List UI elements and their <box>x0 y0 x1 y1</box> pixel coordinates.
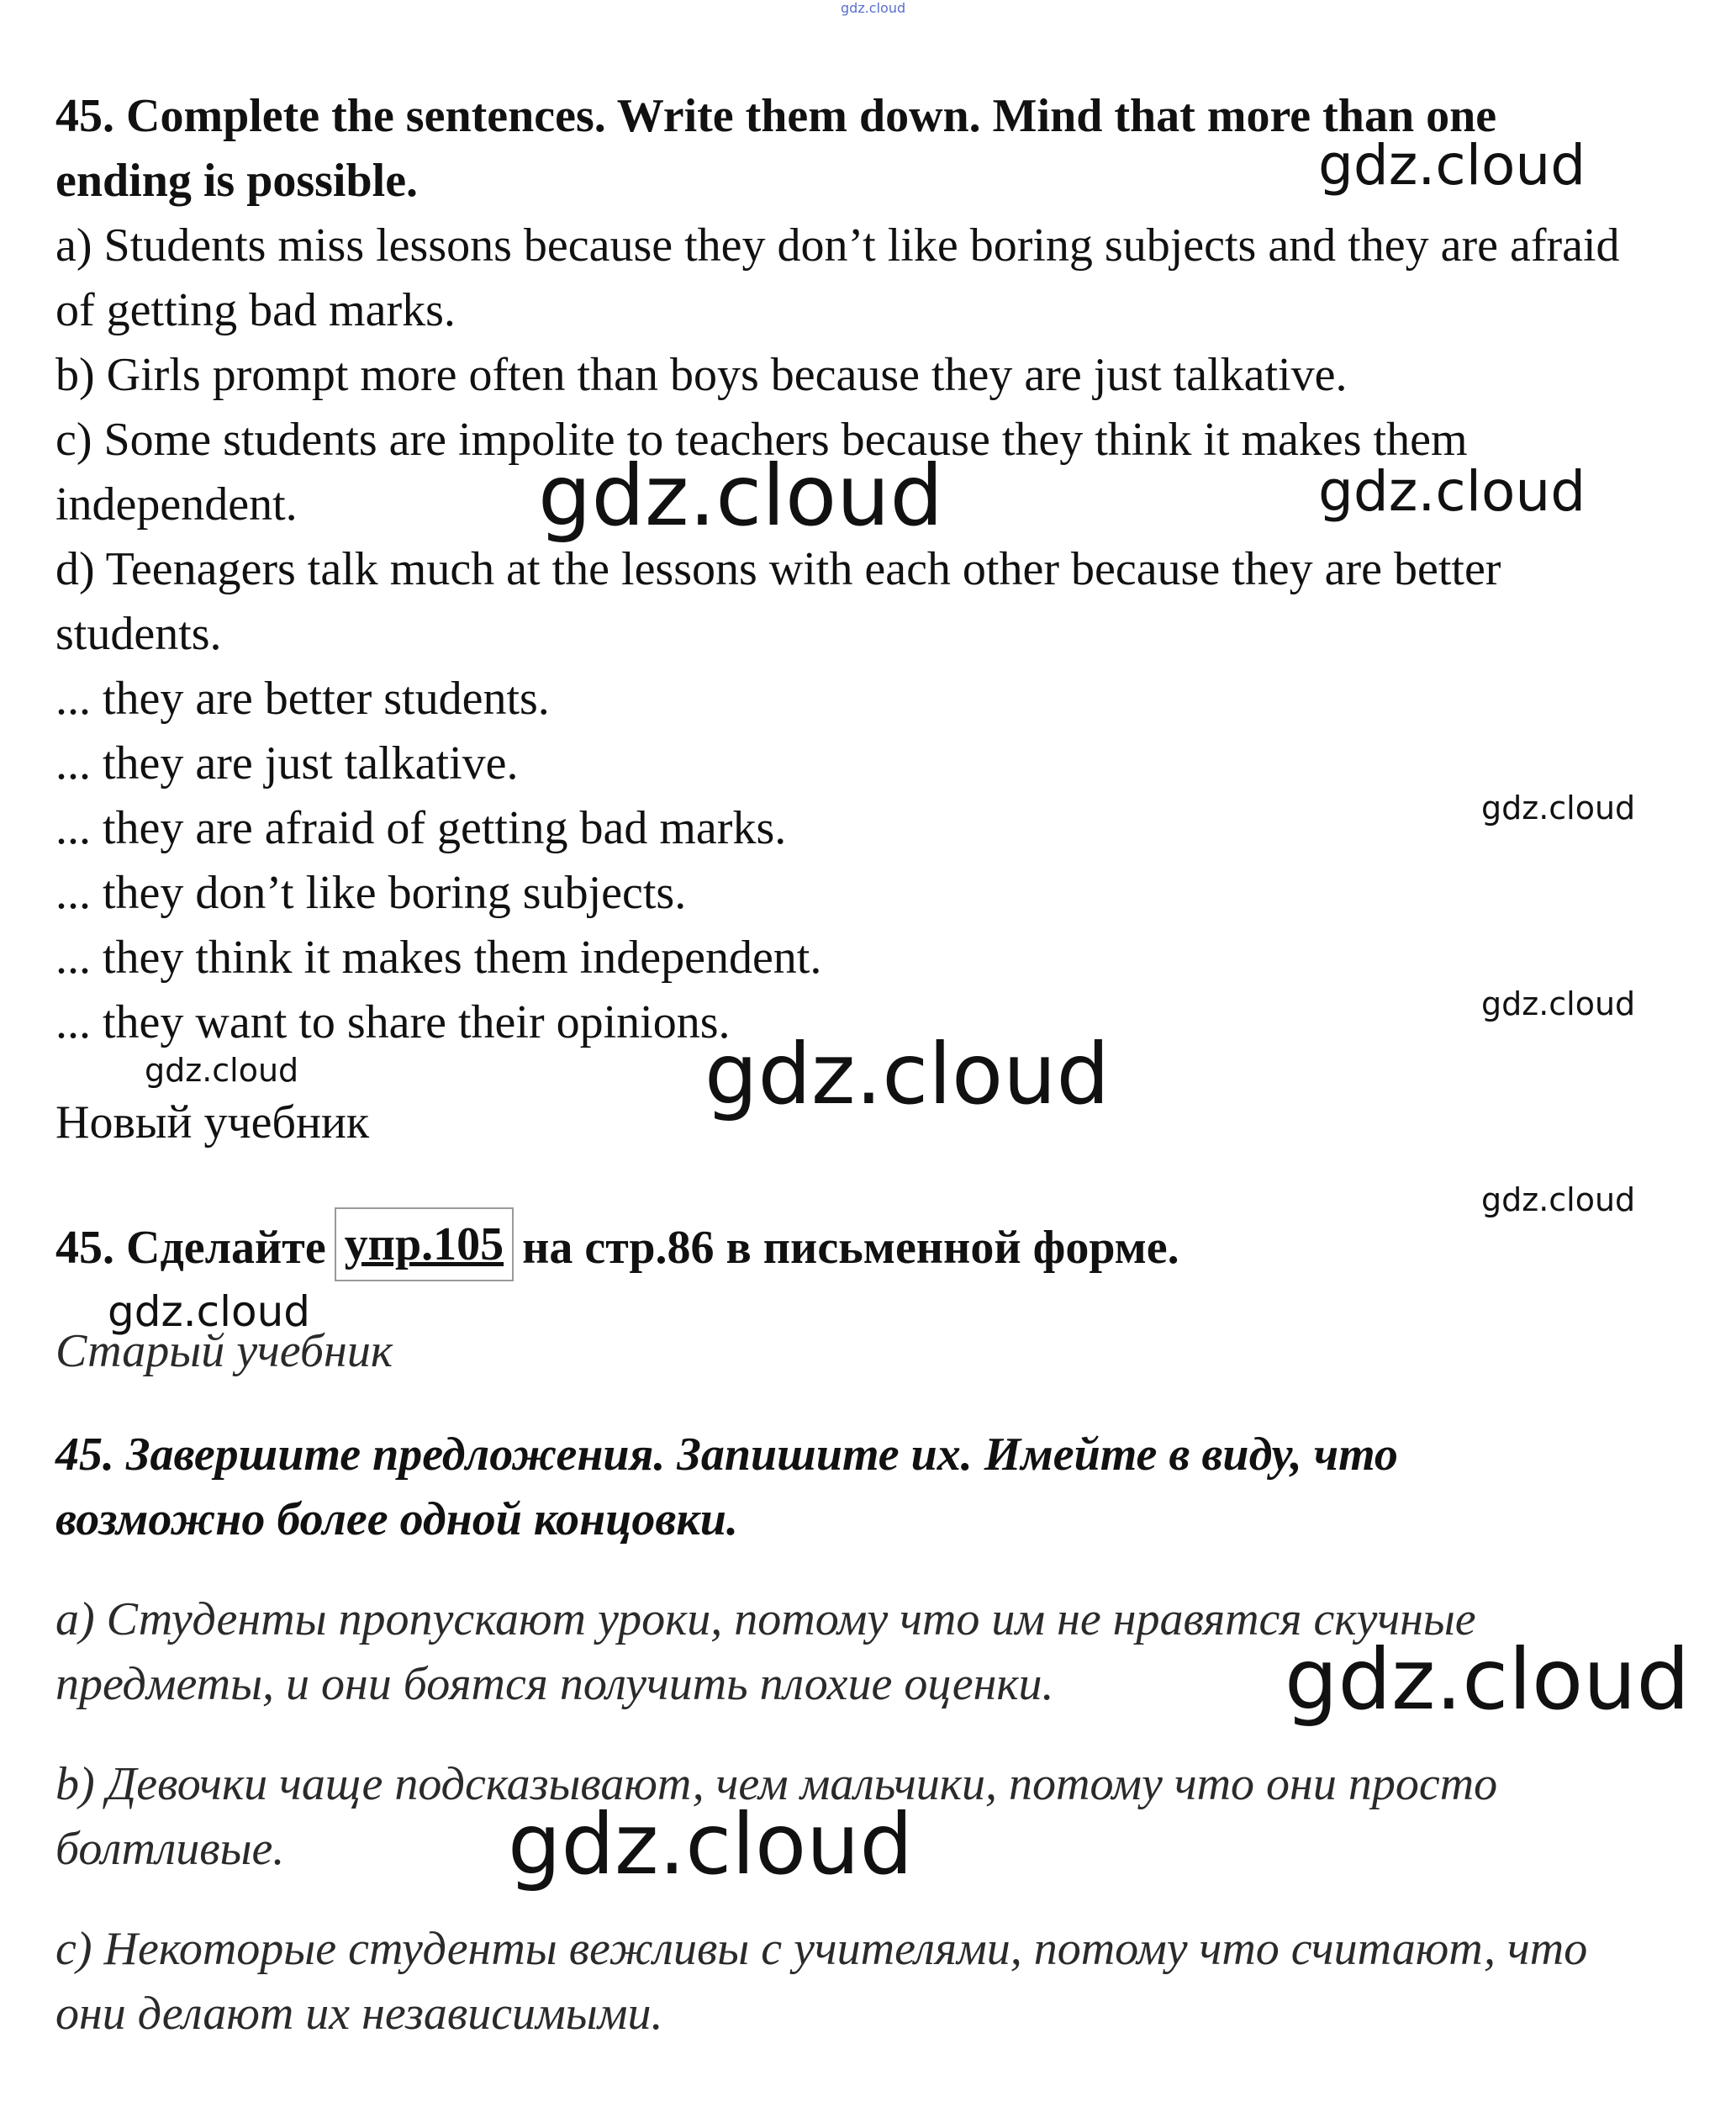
watermark-small: gdz.cloud <box>145 1052 299 1089</box>
sentence-line-ru: предметы, и они боятся получить плохие оценки. <box>55 1658 1054 1710</box>
sentence-line-ru: они делают их независимыми. <box>55 1988 663 2040</box>
watermark-large: gdz.cloud <box>508 1795 914 1893</box>
watermark-small: gdz.cloud <box>1481 790 1636 826</box>
ending-item: ... they are just talkative. <box>55 737 519 790</box>
ending-item: ... they want to share their opinions. <box>55 996 731 1048</box>
ending-item: ... they are better students. <box>55 673 550 725</box>
sentence-line-ru: болтливые. <box>55 1823 285 1875</box>
sentence-line-ru: а) Студенты пропускают уроки, потому что им не нравятся скучные <box>55 1593 1476 1645</box>
sentence-line: a) Students miss lessons because they don’t like boring subjects and they are afraid <box>55 219 1620 272</box>
exercise-link[interactable]: упр.105 <box>335 1207 514 1281</box>
ending-item: ... they think it makes them independent. <box>55 932 822 984</box>
watermark-tiny: gdz.cloud <box>841 0 906 16</box>
section-label-old: Старый учебник <box>55 1325 393 1377</box>
sentence-line-ru: b) Девочки чаще подсказывают, чем мальчики, потому что они просто <box>55 1758 1498 1810</box>
ending-item: ... they don’t like boring subjects. <box>55 867 687 919</box>
task-title-ru: возможно более одной концовки. <box>55 1493 738 1545</box>
new-task <box>55 1211 1179 1285</box>
sentence-line: d) Teenagers talk much at the lessons with each other because they are better <box>55 543 1501 595</box>
task-title: ending is possible. <box>55 155 419 207</box>
watermark: gdz.cloud <box>1318 133 1586 198</box>
task-title-ru: 45. Завершите предложения. Запишите их. Имейте в виду, что <box>55 1429 1398 1481</box>
sentence-line: b) Girls prompt more often than boys because they are just talkative. <box>55 349 1348 401</box>
sentence-line: students. <box>55 608 222 660</box>
ending-item: ... they are afraid of getting bad marks. <box>55 802 787 854</box>
watermark-large: gdz.cloud <box>1285 1630 1691 1729</box>
new-task-suffix: на стр.86 в письменной форме. <box>522 1222 1179 1274</box>
watermark-small: gdz.cloud <box>1481 1181 1636 1218</box>
watermark-small: gdz.cloud <box>1481 985 1636 1022</box>
sentence-line-ru: с) Некоторые студенты вежливы с учителями, потому что считают, что <box>55 1923 1588 1975</box>
watermark-large: gdz.cloud <box>538 446 944 545</box>
sentence-line: of getting bad marks. <box>55 284 456 336</box>
new-task-prefix: 45. Сделайте <box>55 1222 326 1274</box>
watermark: gdz.cloud <box>1318 459 1586 524</box>
section-label-new: Новый учебник <box>55 1096 370 1149</box>
task-title: 45. Complete the sentences. Write them down. Mind that more than one <box>55 90 1497 142</box>
sentence-line: c) Some students are impolite to teachers because they think it makes them <box>55 414 1468 466</box>
sentence-line: independent. <box>55 478 298 531</box>
watermark-large: gdz.cloud <box>704 1025 1111 1123</box>
watermark-small: gdz.cloud <box>108 1287 311 1336</box>
